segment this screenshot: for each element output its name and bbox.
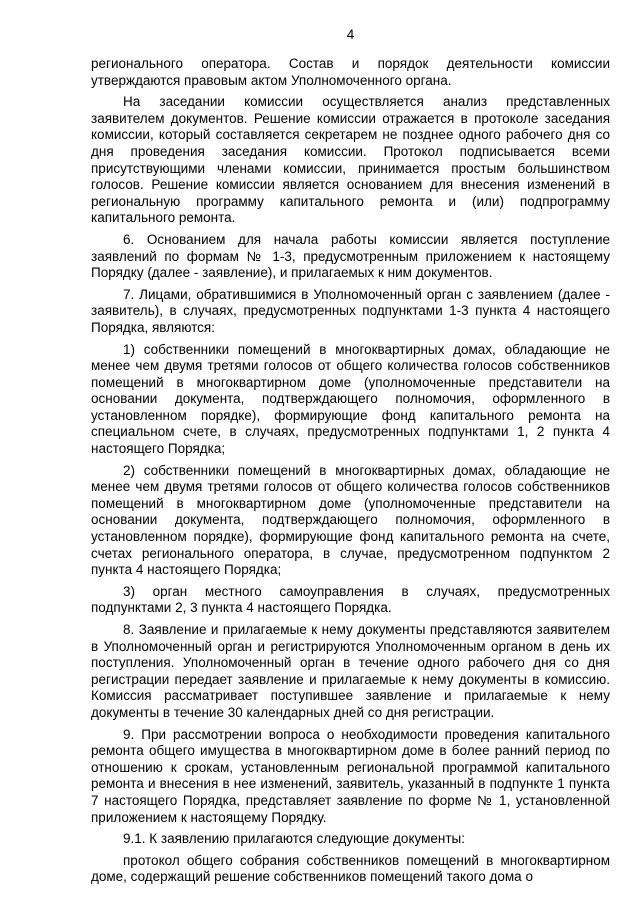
paragraph-item-6: 6. Основанием для начала работы комиссии является поступление заявлений по формам № 1-3, предусмотренным приложением к настоящему Порядку (далее - заявление), и прилагаемых к ним документов.: [91, 231, 610, 281]
page-number: 4: [346, 27, 355, 42]
document-page: [91, 26, 610, 891]
paragraph-subitem-1: 1) собственники помещений в многоквартирных домах, обладающие не менее чем двумя третями голосов от общего количества голосов собственников помещений в многоквартирном доме (уполномоченные представители на основании документа, подтверждающего полномочия, оформленного в установленном порядке), формирующие фонд капитального ремонта на специальном счете, в случаях, предусмотренных подпунктами 1, 2 пункта 4 настоящего Порядка;: [91, 341, 610, 457]
paragraph-continuation: регионального оператора. Состав и порядок деятельности комиссии утверждаются правовым актом Уполномоченного органа.: [91, 56, 610, 88]
paragraph-protocol: протокол общего собрания собственников помещений в многоквартирном доме, содержащий решение собственников помещений такого дома о: [91, 852, 610, 885]
paragraph-item-7: 7. Лицами, обратившимися в Уполномоченный орган с заявлением (далее - заявитель), в случаях, предусмотренных подпунктами 1-3 пункта 4 настоящего Порядка, являются:: [91, 286, 610, 335]
paragraph-item-9: 9. При рассмотрении вопроса о необходимости проведения капитального ремонта общего имущества в многоквартирном доме в более ранний период по отношению к срокам, установленным региональной программой капитального ремонта и внесения в нее изменений, заявитель, указанный в подпункте 1 пункта 7 настоящего Порядка, представляет заявление по форме № 1, установленной приложением к настоящему Порядку.: [91, 726, 610, 825]
paragraph-item-8: 8. Заявление и прилагаемые к нему документы представляются заявителем в Уполномоченный орган и регистрируются Уполномоченным органом в день их поступления. Уполномоченный орган в течение одного рабочего дня со дня регистрации передает заявление и прилагаемые к нему документы в комиссию. Комиссия рассматривает поступившее заявление и прилагаемые к нему документы в течение 30 календарных дней со дня регистрации.: [91, 622, 610, 720]
paragraph-subitem-2: 2) собственники помещений в многоквартирных домах, обладающие не менее чем двумя третями голосов от общего количества голосов собственников помещений в многоквартирном доме (уполномоченные представители на основании документа, подтверждающего полномочия, оформленного в установленном порядке), формирующие фонд капитального ремонта на счете, счетах регионального оператора, в случае, предусмотренном подпунктом 2 пункта 4 настоящего Порядка;: [91, 462, 610, 578]
paragraph-item-9-1: 9.1. К заявлению прилагаются следующие документы:: [123, 831, 465, 847]
paragraph-commission-meeting: На заседании комиссии осуществляется анализ представленных заявителем документов. Решение комиссии отражается в протоколе заседания комиссии, который составляется секретарем не позднее одного рабочего дня со дня проведения заседания комиссии. Протокол подписывается всеми присутствующими членами комиссии, принимается простым большинством голосов. Решение комиссии является основанием для внесения изменений в региональную программу капитального ремонта и (или) подпрограмму капитального ремонта.: [91, 94, 610, 226]
paragraph-subitem-3: 3) орган местного самоуправления в случаях, предусмотренных подпунктами 2, 3 пункта 4 настоящего Порядка.: [91, 583, 610, 616]
